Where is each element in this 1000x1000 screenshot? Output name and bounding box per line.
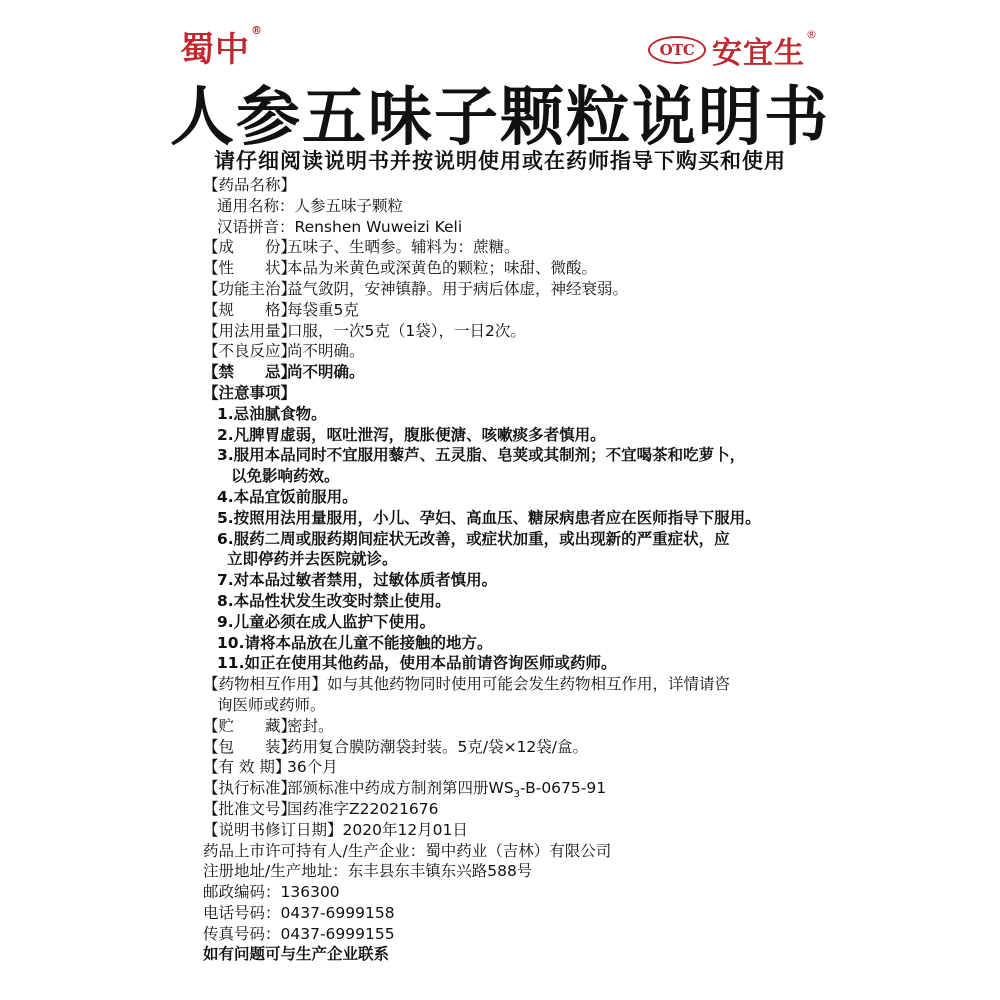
revision-row: 【说明书修订日期】2020年12月01日 (203, 820, 468, 839)
common-name: 通用名称：人参五味子颗粒 (217, 196, 404, 215)
brand-logo-anyisheng: OTC 安宜生 ® (648, 28, 817, 72)
note-item: 10.请将本品放在儿童不能接触的地方。 (217, 633, 493, 652)
function-row: 【功能主治】益气敛阴，安神镇静。用于病后体虚，神经衰弱。 (203, 279, 629, 298)
otc-badge: OTC (648, 36, 706, 64)
note-item-cont: 立即停药并去医院就诊。 (227, 550, 398, 569)
note-item: 4.本品宜饭前服用。 (217, 487, 358, 506)
note-item: 6.服药二周或服药期间症状无改善，或症状加重，或出现新的严重症状，应 (217, 529, 730, 548)
page-subtitle: 请仔细阅读说明书并按说明使用或在药师指导下购买和使用 (214, 149, 786, 173)
brand-logo-shuzhong: 蜀中® (180, 24, 263, 70)
brand-name: 安宜生 (712, 36, 805, 71)
storage-row: 【贮 藏】密封。 (203, 716, 334, 735)
section-header-name: 【药品名称】 (203, 176, 297, 194)
page-title: 人参五味子颗粒说明书 (170, 80, 830, 155)
phone-row: 电话号码：0437-6999158 (203, 903, 395, 922)
fax-row: 传真号码：0437-6999155 (203, 924, 395, 943)
composition-row: 【成 份】五味子、生晒参。辅料为：蔗糖。 (203, 238, 520, 257)
validity-row: 【有 效 期】36个月 (203, 758, 338, 777)
note-item-cont: 以免影响药效。 (231, 467, 340, 486)
postcode-row: 邮政编码：136300 (203, 883, 340, 902)
approval-row: 【批准文号】国药准字Z22021676 (203, 799, 439, 818)
section-header-notes: 【注意事项】 (203, 383, 297, 402)
note-item: 7.对本品过敏者禁用，过敏体质者慎用。 (217, 571, 498, 590)
contra-row: 【禁 忌】尚不明确。 (203, 363, 365, 382)
note-item: 9.儿童必须在成人监护下使用。 (217, 612, 436, 631)
standard-row: 【执行标准】部颁标准中药成方制剂第四册$WS_3-B-0675-91$ (203, 779, 607, 801)
note-item: 1.忌油腻食物。 (217, 404, 327, 423)
holder-row: 药品上市许可持有人/生产企业：蜀中药业（吉林）有限公司 (203, 841, 612, 860)
note-item: 8.本品性状发生改变时禁止使用。 (217, 591, 451, 610)
note-item: 2.凡脾胃虚弱，呕吐泄泻，腹胀便溏、咳嗽痰多者慎用。 (217, 425, 606, 444)
interaction-cont: 询医师或药师。 (217, 695, 326, 714)
contact-row: 如有问题可与生产企业联系 (203, 945, 390, 964)
note-item: 3.服用本品同时不宜服用藜芦、五灵脂、皂荚或其制剂；不宜喝茶和吃萝卜， (217, 446, 746, 465)
pinyin-name: 汉语拼音：Renshen Wuweizi Keli (217, 217, 463, 236)
usage-row: 【用法用量】口服，一次5克（1袋），一日2次。 (203, 321, 526, 340)
adverse-row: 【不良反应】尚不明确。 (203, 342, 365, 361)
package-row: 【包 装】药用复合膜防潮袋封装。5克/袋×12袋/盒。 (203, 737, 589, 756)
interaction-row: 【药物相互作用】如与其他药物同时使用可能会发生药物相互作用，详情请咨 (203, 675, 731, 694)
note-item: 5.按照用法用量服用，小儿、孕妇、高血压、糖尿病患者应在医师指导下服用。 (217, 508, 761, 527)
note-item: 11.如正在使用其他药品，使用本品前请咨询医师或药师。 (217, 654, 617, 673)
leaflet-body (203, 175, 823, 965)
address-row: 注册地址/生产地址：东丰县东丰镇东兴路588号 (203, 862, 533, 881)
character-row: 【性 状】本品为米黄色或深黄色的颗粒；味甜、微酸。 (203, 259, 598, 278)
spec-row: 【规 格】每袋重5克 (203, 300, 359, 319)
